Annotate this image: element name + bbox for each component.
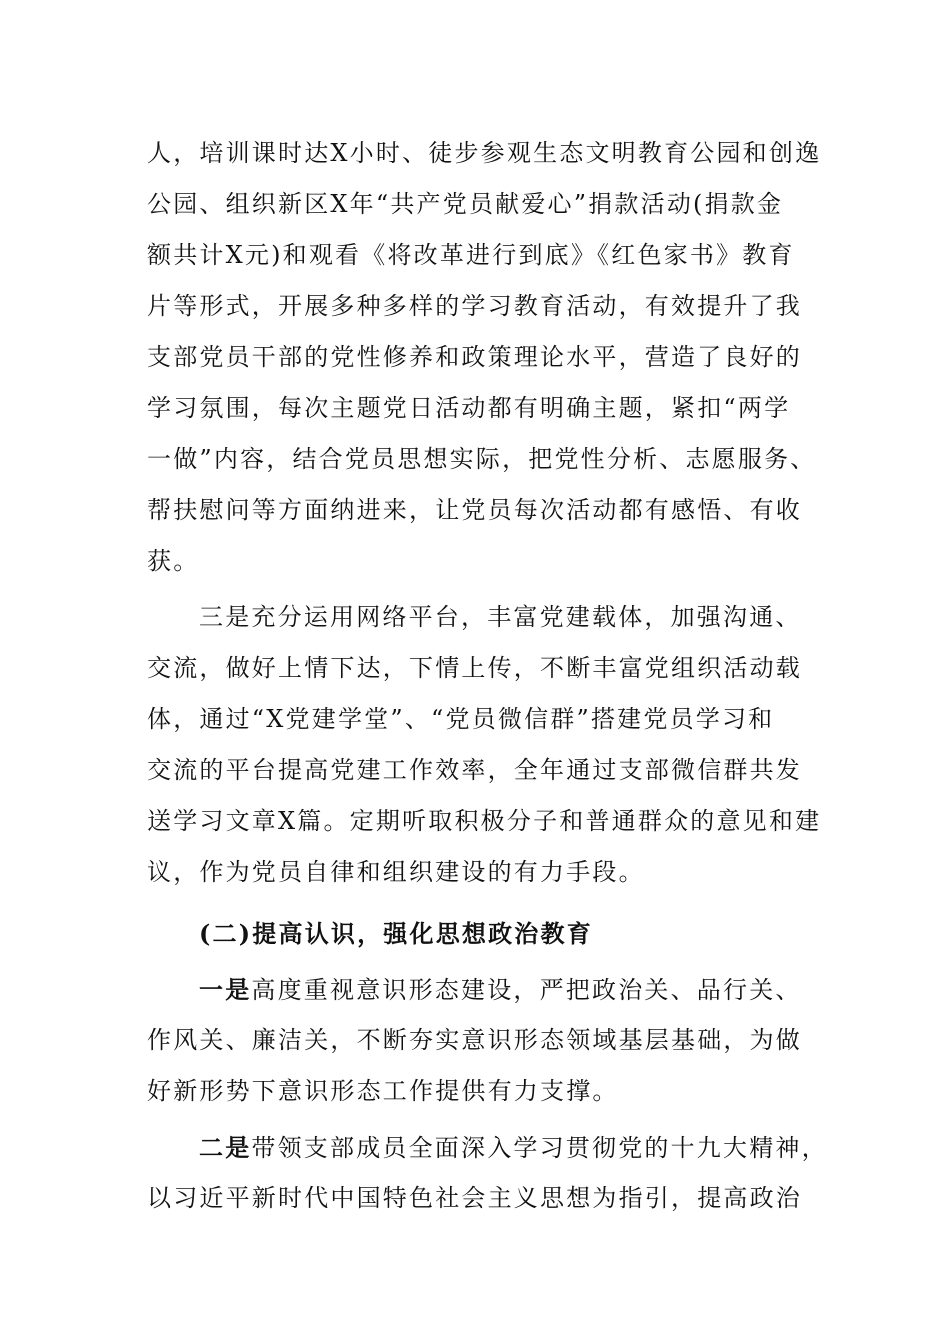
text-line: 好新形势下意识形态工作提供有力支撑。	[147, 1077, 619, 1105]
text-run: 高度重视意识形态建设，严把政治关、品行关、	[251, 976, 802, 1004]
document-body	[147, 128, 828, 1224]
text-line	[147, 1122, 828, 1173]
paragraph-lead: 一是	[199, 975, 252, 1004]
text-line: 帮扶慰问等方面纳进来，让党员每次活动都有感悟、有收	[147, 496, 802, 524]
text-line: 支部党员干部的党性修养和政策理论水平，营造了良好的	[147, 343, 802, 371]
text-line: 额共计X元)和观看《将改革进行到底》《红色家书》教育	[147, 241, 795, 269]
text-line: 送学习文章X篇。定期听取积极分子和普通群众的意见和建	[147, 807, 822, 835]
paragraph-lead: 二是	[199, 1133, 252, 1162]
text-line: 一做”内容，结合党员思想实际，把党性分析、志愿服务、	[147, 445, 817, 473]
text-line: 议，作为党员自律和组织建设的有力手段。	[147, 858, 645, 886]
text-line: 以习近平新时代中国特色社会主义思想为指引，提高政治	[147, 1184, 802, 1212]
text-line: 片等形式，开展多种多样的学习教育活动，有效提升了我	[147, 292, 802, 320]
section-heading	[147, 908, 812, 959]
text-line	[147, 964, 812, 1015]
text-line: 体，通过“X党建学堂”、“党员微信群”搭建党员学习和	[147, 705, 775, 733]
text-line: 人，培训课时达X小时、徒步参观生态文明教育公园和创逸	[147, 139, 822, 167]
text-line: 学习氛围，每次主题党日活动都有明确主题，紧扣“两学	[147, 394, 791, 422]
text-line: 三是充分运用网络平台，丰富党建载体，加强沟通、	[199, 603, 802, 631]
text-line: 交流的平台提高党建工作效率，全年通过支部微信群共发	[147, 756, 802, 784]
text-line: 获。	[147, 547, 200, 575]
text-line: 交流，做好上情下达，下情上传，不断丰富党组织活动载	[147, 654, 802, 682]
paragraph-ideology	[147, 964, 812, 1117]
paragraph-activities	[147, 128, 822, 587]
paragraph-network-platform	[147, 592, 822, 898]
paragraph-study	[147, 1122, 828, 1224]
text-run: 带领支部成员全面深入学习贯彻党的十九大精神，	[251, 1134, 828, 1162]
section-heading-text: (二)提高认识，强化思想政治教育	[199, 919, 593, 948]
text-line: 公园、组织新区X年“共产党员献爱心”捐款活动(捐款金	[147, 190, 784, 218]
text-line: 作风关、廉洁关，不断夯实意识形态领域基层基础，为做	[147, 1026, 802, 1054]
